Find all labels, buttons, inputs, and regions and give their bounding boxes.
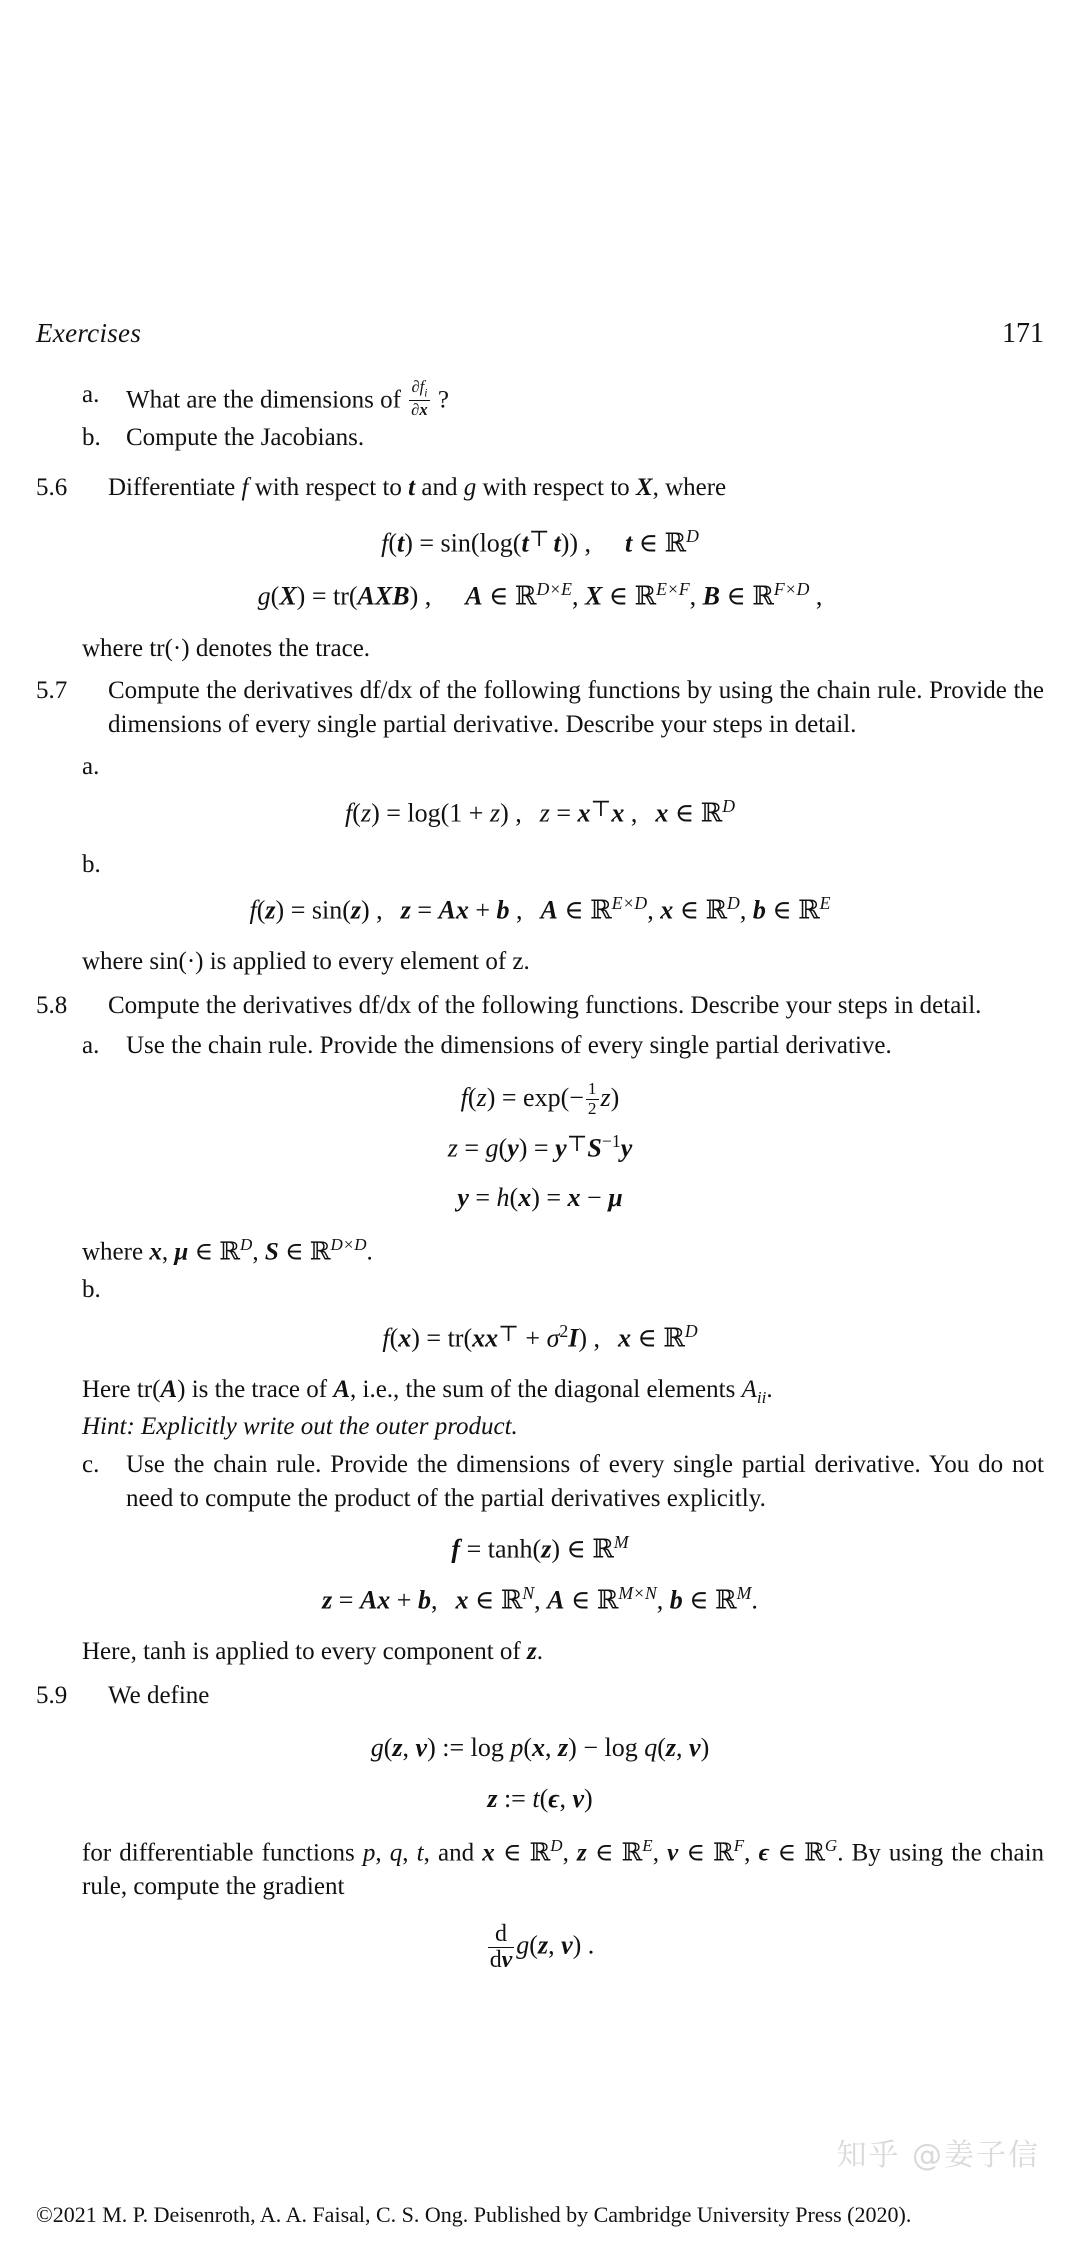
list-item bbox=[36, 1448, 1044, 1516]
list-item bbox=[36, 750, 1044, 784]
item-label-b: b. bbox=[82, 423, 101, 451]
equation-5-6-2: g(X) = tr(AXB) , A ∈ ℝ$^{D\times E}$, X ∈ ℝ$^{E\times F}$, B ∈ ℝ$^{F\times D}$ , bbox=[257, 578, 823, 612]
list-item bbox=[36, 1273, 1044, 1307]
item-text bbox=[126, 378, 1044, 419]
exercise-5-7-b-closing: where sin(·) is applied to every element of z. bbox=[82, 947, 530, 975]
page-number: 171 bbox=[1002, 318, 1044, 349]
inline-fraction-partial: $\frac{\partial f_i}{\partial x}$ bbox=[411, 377, 428, 420]
equation-5-8-b: f(x) = tr(xx⊤ + $\sigma^2I$) , x ∈ ℝ$^D$ bbox=[382, 1321, 698, 1354]
list-item bbox=[36, 1029, 1044, 1063]
exercise-5-6 bbox=[36, 471, 1044, 505]
closing-text: where bbox=[82, 1238, 150, 1266]
list-item bbox=[36, 421, 1044, 455]
equation-block-5-8-a bbox=[36, 1077, 1044, 1219]
exercise-text: Compute the derivatives df/dx of the following functions. Describe your steps in detail. bbox=[108, 991, 982, 1019]
equation-5-8-a-2: $z = g(y) = y⊤S^{-1}y$ bbox=[447, 1131, 633, 1163]
list-item bbox=[36, 848, 1044, 882]
math-symbol-t: t bbox=[408, 473, 416, 501]
equation-block-5-6 bbox=[36, 521, 1044, 618]
equation-5-9-2: z := t(ϵ, ν) bbox=[487, 1784, 593, 1814]
item-label-b: b. bbox=[82, 1276, 101, 1304]
equation-5-9-1: g(z, ν) := log p(x, z) − log q(z, ν) bbox=[370, 1732, 710, 1762]
math-symbol-X: X bbox=[635, 473, 653, 501]
equation-5-9-final: $\frac{d}{d\nu}$ g(z, ν) . bbox=[489, 1921, 595, 1974]
exercise-5-6-closing: where tr(·) denotes the trace. bbox=[82, 634, 371, 662]
exercise-number: 5.6 bbox=[36, 473, 68, 501]
exercise-5-8-b-closing-1: Here tr(A) is the trace of A, i.e., the sum of the diagonal elements $A_{ii}$. bbox=[82, 1376, 773, 1408]
exercise-5-8 bbox=[36, 989, 1044, 1023]
item-label-b: b. bbox=[82, 850, 101, 878]
item-text: Compute the Jacobians. bbox=[126, 423, 365, 451]
exercise-text: We define bbox=[108, 1681, 210, 1709]
item-text-pre: What are the dimensions of bbox=[126, 386, 401, 414]
equation-block-5-8-c bbox=[36, 1528, 1044, 1623]
exercise-5-9 bbox=[36, 1679, 1044, 1713]
exercise-number: 5.8 bbox=[36, 991, 68, 1019]
math-symbol-g: g bbox=[463, 473, 477, 501]
text-fragment: with respect to bbox=[482, 473, 630, 501]
equation-5-8-a-3: y = h(x) = x − μ bbox=[457, 1183, 623, 1213]
exercise-text bbox=[108, 471, 1044, 505]
fraction-one-half: $\frac{1}{2}$ bbox=[587, 1079, 597, 1118]
item-text: Use the chain rule. Provide the dimensions of every single partial derivative. You do not need to compute the product of the partial derivatives explicitly. bbox=[126, 1451, 1044, 1513]
equation-5-6-1: f(t) = sin(log(t⊤ t)) , t ∈ ℝ$^D$ bbox=[381, 525, 699, 559]
equation-5-8-c-1: f = tanh(z) ∈ ℝ$^M$ bbox=[451, 1532, 629, 1565]
item-label-a: a. bbox=[82, 1031, 100, 1059]
exercise-5-8-a-closing: where x, μ ∈ ℝ$^D$, S ∈ ℝ$^{D\times D}$. bbox=[82, 1234, 373, 1266]
item-label-a: a. bbox=[82, 381, 100, 408]
fraction-d-dnu: $\frac{d}{d\nu}$ bbox=[489, 1921, 513, 1974]
exercise-5-7 bbox=[36, 674, 1044, 742]
list-item bbox=[36, 378, 1044, 419]
watermark: 知乎 @姜子信 bbox=[836, 2138, 1040, 2173]
text-fragment: and bbox=[421, 473, 458, 501]
item-label-c: c. bbox=[82, 1451, 100, 1479]
running-head bbox=[36, 318, 1044, 350]
exercise-5-9-closing: for differentiable functions p, q, t, and x ∈ ℝ$^D$, z ∈ ℝ$^E$, ν ∈ ℝ$^F$, ϵ ∈ ℝ$^G$. By using the chain rule, compute the gradient bbox=[82, 1835, 1045, 1901]
page-content bbox=[36, 378, 1044, 1987]
exercise-5-8-c-closing: Here, tanh is applied to every component of z. bbox=[82, 1637, 543, 1665]
exercise-number: 5.7 bbox=[36, 676, 68, 704]
item-label-a: a. bbox=[82, 752, 100, 780]
item-text: Use the chain rule. Provide the dimensions of every single partial derivative. bbox=[126, 1031, 892, 1059]
equation-block-5-9 bbox=[36, 1727, 1044, 1820]
running-head-title: Exercises bbox=[36, 318, 142, 348]
exercise-number: 5.9 bbox=[36, 1681, 68, 1709]
equation-5-7-a: f(z) = log(1 + z) , z = x⊤x , x ∈ ℝ$^D$ bbox=[345, 795, 735, 829]
equation-5-8-c-2: z = Ax + b, x ∈ ℝ$^N$, A ∈ ℝ$^{M\times N}$, b ∈ ℝ$^M$. bbox=[322, 1583, 758, 1617]
text-fragment: with respect to bbox=[254, 473, 402, 501]
exercise-5-8-b-hint: Hint: Explicitly write out the outer product. bbox=[82, 1413, 518, 1441]
text-fragment: Differentiate bbox=[108, 473, 236, 501]
equation-5-8-a-1: f(z) = exp(− $\frac{1}{2}$ z) bbox=[460, 1079, 620, 1118]
footer-copyright: ©2021 M. P. Deisenroth, A. A. Faisal, C. S. Ong. Published by Cambridge University Press (2020). bbox=[36, 2201, 912, 2227]
equation-5-7-b: f(z) = sin(z) , z = Ax + b , A ∈ ℝ$^{E\times D}$, x ∈ ℝ$^D$, b ∈ ℝ$^E$ bbox=[249, 892, 831, 926]
item-text-post: ? bbox=[437, 386, 449, 414]
exercise-text: Compute the derivatives df/dx of the following functions by using the chain rule. Provide the dimensions of every single partial derivative. Describe your steps in detail. bbox=[108, 676, 1044, 738]
math-symbol-f: f bbox=[241, 473, 249, 501]
text-fragment: , where bbox=[652, 473, 727, 501]
